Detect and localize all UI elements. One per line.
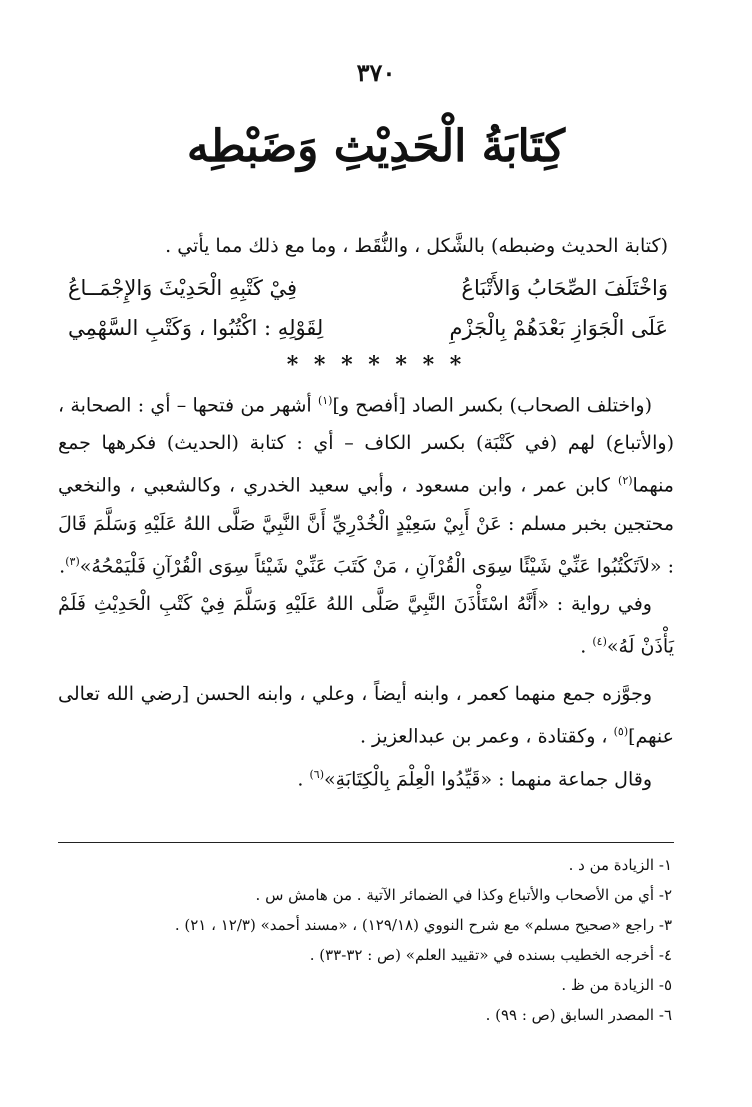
- commentary-paragraph: [58, 675, 674, 755]
- verse-first-hemistich: عَلَى الْجَوَازِ بَعْدَهُمْ بِالْجَزْمِ: [449, 316, 668, 340]
- footnote: ٦- المصدر السابق (ص : ٩٩) .: [485, 1006, 672, 1024]
- verse-block: [68, 268, 668, 348]
- footnote: ٣- راجع «صحيح مسلم» مع شرح النووي (١٢٩/١٨) ، «مسند أحمد» (١٢/٣ ، ٢١) .: [174, 916, 672, 934]
- paragraph-text: .: [59, 554, 66, 577]
- paragraph-text: (واختلف الصحاب) بكسر الصاد [أفصح و]: [332, 394, 652, 417]
- paragraph-text: .: [580, 635, 593, 658]
- paragraph-text: كابن عمر ، وابن مسعود ، وأبي سعيد الخدري ، وكالشعبي ، والنخعي محتجين بخبر مسلم : عَنْ أَبِيْ سَعِيْدٍ الْخُدْرِيِّ أَنَّ النَّبِيَّ صَلَّى اللهُ عَلَيْهِ وَسَلَّمَ قَالَ : «لاَتَكْتُبُوا عَنِّيْ شَيْئًا سِوَى الْقُرْآنِ ، مَنْ كَتَبَ عَنِّيْ شَيْئاً سِوَى الْقُرْآنِ فَلْيَمْحُهُ»: [58, 474, 674, 577]
- footnote-ref: (٣): [65, 554, 80, 568]
- commentary-paragraph: [58, 382, 674, 585]
- footnote-ref: (٢): [618, 474, 633, 488]
- footnote-ref: (٦): [309, 767, 324, 781]
- verse-line: [68, 268, 668, 308]
- paragraph-text: .: [297, 767, 310, 790]
- paragraph-text: وقال جماعة منهما : «قَيِّدُوا الْعِلْمَ بِالْكِتَابَةِ»: [324, 767, 652, 790]
- paragraph-text: ، وكقتادة ، وعمر بن عبدالعزيز .: [359, 725, 614, 748]
- verse-second-hemistich: لِقَوْلِهِ : اكْتُبُوا ، وَكَتْبِ السَّهْمِي: [68, 316, 324, 340]
- footnote-ref: (٥): [613, 725, 629, 739]
- footnote-ref: (١): [317, 394, 333, 407]
- commentary-paragraph: [58, 756, 674, 798]
- commentary-paragraph: [58, 585, 674, 665]
- verse-first-hemistich: وَاخْتَلَفَ الصِّحَابُ وَالأَتْبَاعُ: [461, 276, 668, 300]
- verse-second-hemistich: فِيْ كَتْبِهِ الْحَدِيْثَ وَالإِجْمَــاعُ: [68, 276, 298, 300]
- page-number: ٣٧٠: [356, 58, 396, 87]
- paragraph-text: وفي رواية : «أَنَّهُ اسْتَأْذَنَ النَّبِيَّ صَلَّى اللهُ عَلَيْهِ وَسَلَّمَ فِيْ كَتْبِ الْحَدِيْثِ فَلَمْ يَأْذَنْ لَهُ»: [58, 592, 674, 658]
- footnote: ٤- أخرجه الخطيب بسنده في «تقييد العلم» (ص : ٣٢-٣٣) .: [309, 946, 672, 964]
- paragraph-text: أشهر من فتحها – أي : الصحابة ، (والأتباع) لهم (في كَتْبَة) بكسر الكاف – أي : كتابة (الحديث) فكرهها جمع منهما: [58, 394, 674, 497]
- verse-line: [68, 308, 668, 348]
- footnotes: [62, 850, 672, 1030]
- intro-line: (كتابة الحديث وضبطه) بالشَّكل ، والنُّقَط ، وما مع ذلك مما يأتي .: [165, 235, 668, 257]
- footnote-ref: (٤): [592, 634, 607, 648]
- section-divider-stars: * * * * * * *: [286, 352, 466, 378]
- footnote-separator: [58, 842, 674, 843]
- footnote: ٥- الزيادة من ظ .: [561, 976, 672, 994]
- paragraph-text: وجوَّزه جمع منهما كعمر ، وابنه أيضاً ، وعلي ، وابنه الحسن [رضي الله تعالى عنهم]: [58, 683, 674, 748]
- commentary-body: [58, 382, 674, 798]
- chapter-title: كِتَابَةُ الْحَدِيْثِ وَضَبْطِه: [186, 121, 566, 172]
- footnote: ٢- أي من الأصحاب والأتباع وكذا في الضمائر الآتية . من هامش س .: [255, 886, 672, 904]
- footnote: ١- الزيادة من د .: [568, 856, 672, 874]
